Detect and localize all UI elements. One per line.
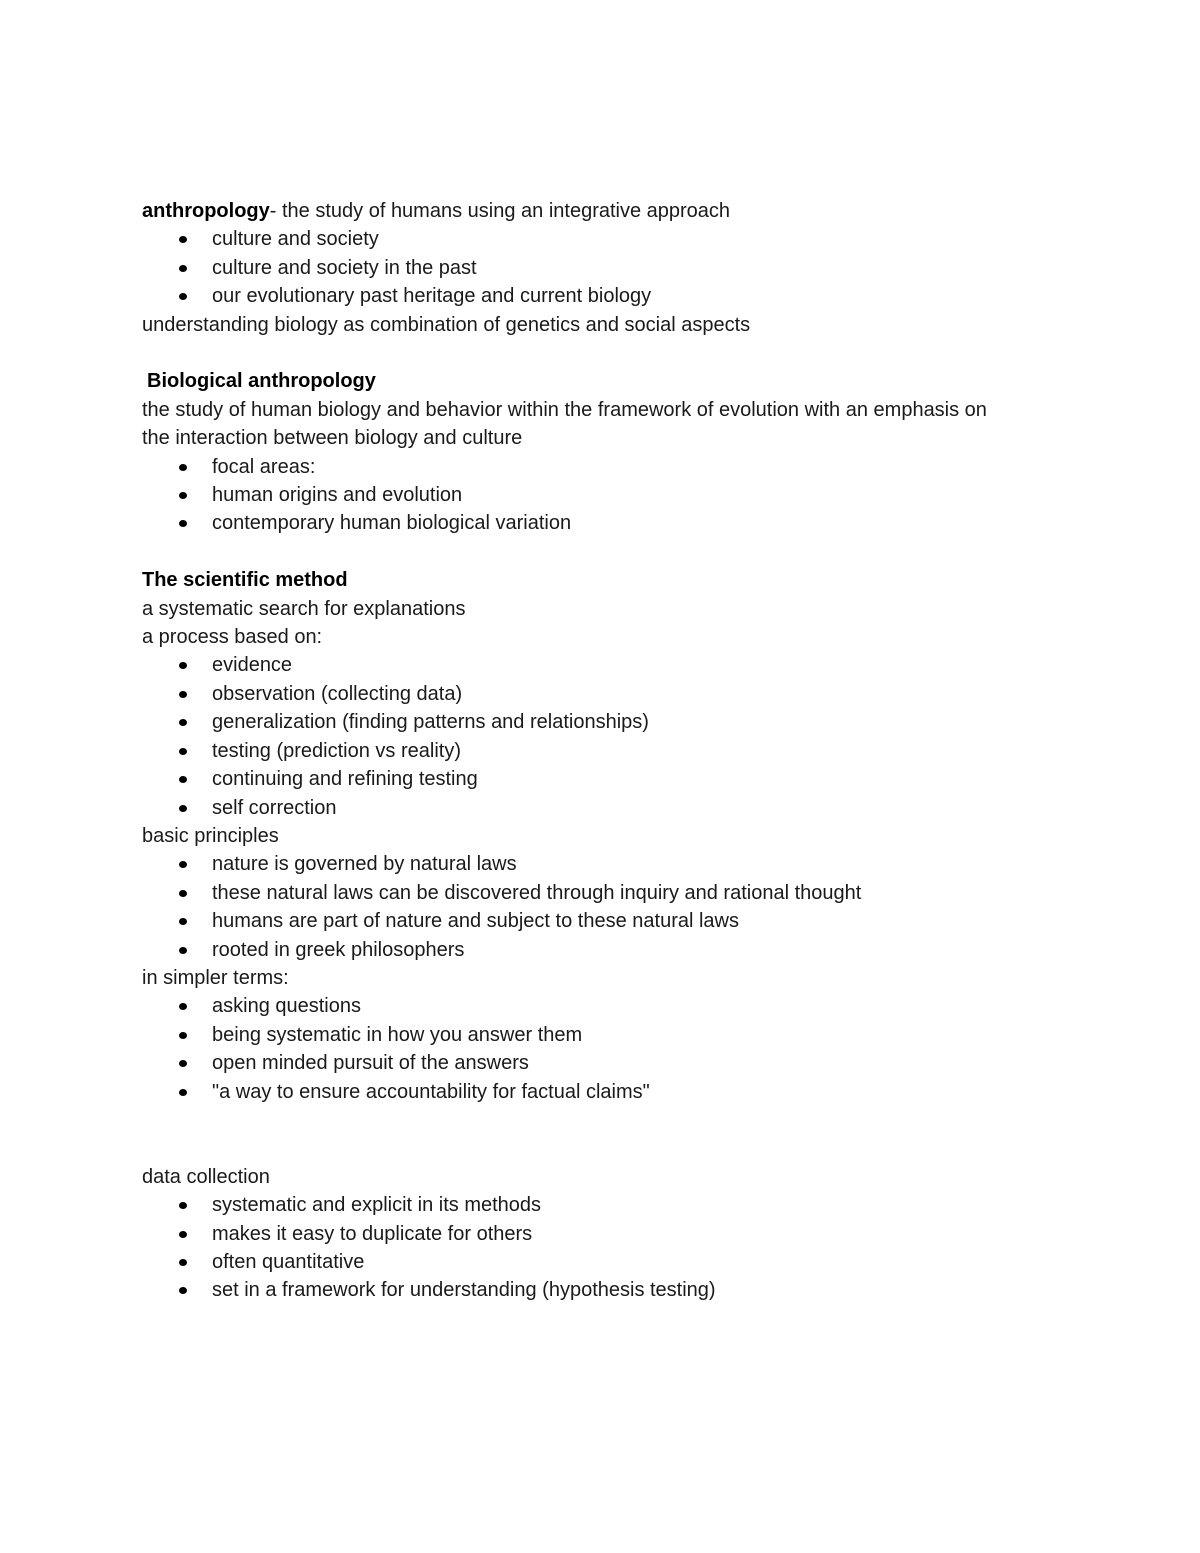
bullet-icon: [179, 1089, 187, 1096]
list-item: [142, 680, 1082, 708]
list-item: [142, 936, 1082, 964]
bullet-icon: [179, 748, 187, 755]
bullet-icon: [179, 1231, 187, 1238]
bullet-icon: [179, 464, 187, 471]
bullet-icon: [179, 492, 187, 499]
list-item: [142, 1220, 1082, 1248]
list-item-text: humans are part of nature and subject to these natural laws: [212, 910, 739, 933]
list-item: [142, 509, 1082, 537]
scientific-line-1: a systematic search for explanations: [142, 597, 466, 620]
list-item-text: systematic and explicit in its methods: [212, 1194, 542, 1217]
list-item-text: open minded pursuit of the answers: [212, 1052, 529, 1075]
bullet-icon: [179, 719, 187, 726]
list-item-text: culture and society: [212, 228, 379, 251]
list-item: [142, 481, 1082, 509]
bullet-icon: [179, 1259, 187, 1266]
bullet-icon: [179, 662, 187, 669]
list-item-text: our evolutionary past heritage and current biology: [212, 285, 652, 308]
list-item-text: these natural laws can be discovered through inquiry and rational thought: [212, 881, 862, 904]
anthropology-definition-line: [142, 197, 1082, 225]
bullet-icon: [179, 1202, 187, 1209]
list-item: [142, 992, 1082, 1020]
anthropology-list: [142, 225, 1082, 310]
bullet-icon: [179, 1003, 187, 1010]
principles-label: basic principles: [142, 824, 279, 847]
list-item-text: asking questions: [212, 995, 361, 1018]
bullet-icon: [179, 1060, 187, 1067]
bullet-icon: [179, 1287, 187, 1294]
bullet-icon: [179, 236, 187, 243]
list-item-text: set in a framework for understanding (hypothesis testing): [212, 1279, 716, 1302]
list-item-text: rooted in greek philosophers: [212, 938, 465, 961]
biological-definition-line-1: the study of human biology and behavior within the framework of evolution with an emphasis on: [142, 398, 987, 421]
list-item: [142, 1276, 1082, 1304]
list-item: [142, 708, 1082, 736]
list-item: [142, 737, 1082, 765]
simpler-list: [142, 992, 1082, 1106]
list-item: [142, 254, 1082, 282]
list-item: [142, 907, 1082, 935]
list-item: [142, 1078, 1082, 1106]
list-item-text: focal areas:: [212, 455, 316, 478]
bullet-icon: [179, 520, 187, 527]
list-item-text: testing (prediction vs reality): [212, 739, 461, 762]
list-item-text: self correction: [212, 796, 337, 819]
list-item-text: nature is governed by natural laws: [212, 853, 517, 876]
list-item-text: "a way to ensure accountability for factual claims": [212, 1080, 650, 1103]
list-item-text: observation (collecting data): [212, 682, 463, 705]
bullet-icon: [179, 293, 187, 300]
simpler-label: in simpler terms:: [142, 966, 289, 989]
bullet-icon: [179, 265, 187, 272]
bullet-icon: [179, 776, 187, 783]
list-item: [142, 1049, 1082, 1077]
list-item: [142, 794, 1082, 822]
document-page: [142, 197, 1082, 1305]
list-item: [142, 225, 1082, 253]
list-item: [142, 850, 1082, 878]
spacer: [142, 538, 1082, 566]
list-item-text: makes it easy to duplicate for others: [212, 1222, 533, 1245]
list-item: [142, 1248, 1082, 1276]
list-item-text: generalization (finding patterns and relationships): [212, 711, 649, 734]
spacer: [142, 339, 1082, 367]
list-item: [142, 453, 1082, 481]
anthropology-definition: - the study of humans using an integrative approach: [269, 200, 731, 222]
biological-anthropology-heading: Biological anthropology: [147, 370, 376, 393]
data-collection-list: [142, 1191, 1082, 1305]
list-item: [142, 1191, 1082, 1219]
scientific-method-heading: The scientific method: [142, 569, 348, 592]
list-item-text: being systematic in how you answer them: [212, 1023, 583, 1046]
list-item: [142, 765, 1082, 793]
scientific-line-2: a process based on:: [142, 626, 323, 649]
bullet-icon: [179, 861, 187, 868]
data-collection-label: data collection: [142, 1165, 270, 1188]
bullet-icon: [179, 947, 187, 954]
bullet-icon: [179, 805, 187, 812]
list-item-text: continuing and refining testing: [212, 768, 478, 791]
biological-list: [142, 453, 1082, 538]
spacer: [142, 1106, 1082, 1163]
process-list: [142, 651, 1082, 821]
list-item: [142, 1021, 1082, 1049]
biological-definition-line-2: the interaction between biology and culture: [142, 427, 523, 450]
list-item-text: evidence: [212, 654, 293, 677]
bullet-icon: [179, 691, 187, 698]
list-item-text: culture and society in the past: [212, 256, 477, 279]
list-item-text: often quantitative: [212, 1250, 365, 1273]
principles-list: [142, 850, 1082, 964]
list-item-text: contemporary human biological variation: [212, 512, 572, 535]
bullet-icon: [179, 890, 187, 897]
list-item: [142, 651, 1082, 679]
list-item-text: human origins and evolution: [212, 484, 463, 507]
bullet-icon: [179, 918, 187, 925]
bullet-icon: [179, 1032, 187, 1039]
anthropology-term: anthropology: [142, 200, 270, 222]
anthropology-note: understanding biology as combination of genetics and social aspects: [142, 313, 751, 336]
list-item: [142, 282, 1082, 310]
list-item: [142, 879, 1082, 907]
